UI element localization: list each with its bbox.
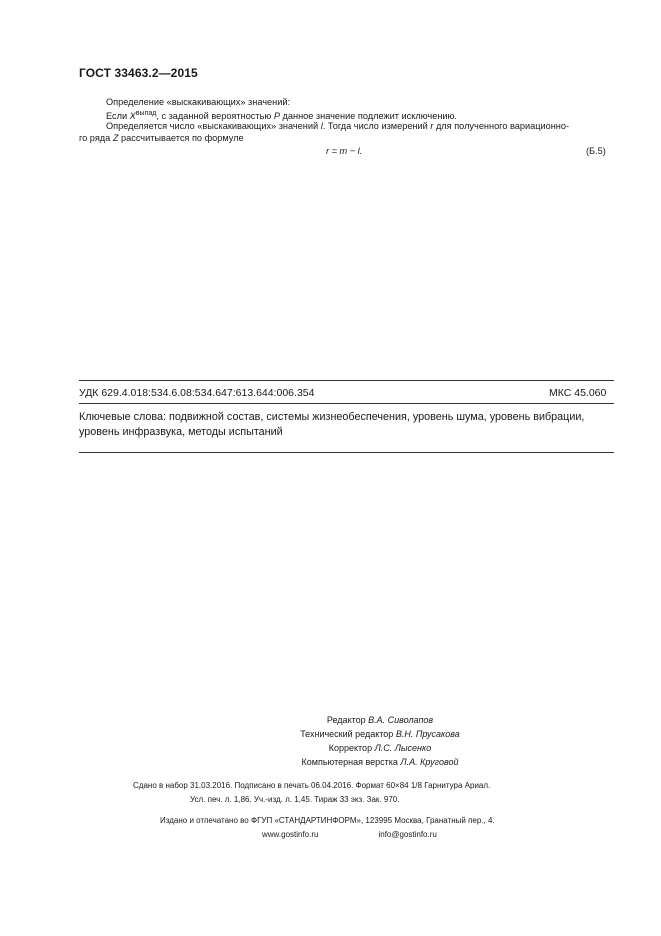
text: для полученного вариационно- <box>433 121 570 131</box>
document-number: ГОСТ 33463.2—2015 <box>79 66 198 80</box>
credit-name: В.А. Сиволапов <box>368 715 434 725</box>
publishing-line-1 <box>133 779 490 793</box>
text: рассчитывается по формуле <box>118 133 244 143</box>
credit-tech-editor <box>200 727 560 741</box>
text: Если <box>106 111 130 121</box>
publishing-dates: Сдано в набор 31.03.2016. Подписано в печать 06.04.2016. Формат 60×84 <box>133 781 409 790</box>
email-link[interactable]: info@gostinfo.ru <box>378 830 437 839</box>
divider-bottom <box>79 452 614 453</box>
var-x: X <box>129 111 136 121</box>
paragraph-count-cont <box>79 132 244 145</box>
var-l: l <box>320 121 323 131</box>
mks-code: МКС 45.060 <box>549 387 607 399</box>
var-p: P <box>273 111 280 121</box>
divider-mid <box>79 403 614 404</box>
var-r: r <box>430 121 434 131</box>
keywords: Ключевые слова: подвижной состав, системы жизнеобеспечения, уровень шума, уровень вибрации, уровень инфразвука, методы испытаний <box>79 411 585 438</box>
text: данное значение подлежит исключению. <box>279 111 457 121</box>
publisher-address: Издано и отпечатано во ФГУП «СТАНДАРТИНФОРМ», 123995 Москва, Гранатный пер., 4. <box>160 816 495 825</box>
credit-layout <box>200 755 560 769</box>
text: . Тогда число измерений <box>322 121 431 131</box>
credit-role: Технический редактор <box>300 729 396 739</box>
credit-name: В.Н. Прусакова <box>395 729 460 739</box>
credit-editor <box>200 713 560 727</box>
udc-code: УДК 629.4.018:534.6.08:534.647:613.644:006.354 <box>79 387 315 399</box>
credit-corrector <box>200 741 560 755</box>
publishing-line-2: Усл. печ. л. 1,86. Уч.-изд. л. 1,45. Тираж 33 экз. Зак. 970. <box>190 795 400 804</box>
typeface: Гарнитура Ариал. <box>421 781 491 790</box>
credit-role: Корректор <box>328 743 375 753</box>
paragraph-definition: Определение «выскакивающих» значений: <box>106 97 291 107</box>
text: Определяется число «выскакивающих» значений <box>106 121 321 131</box>
credit-name: Л.А. Круговой <box>400 757 459 767</box>
website-link[interactable]: www.gostinfo.ru <box>262 830 319 839</box>
formula-number: (Б.5) <box>586 146 606 156</box>
format-fraction: 1/8 <box>410 781 422 790</box>
paragraph-count <box>106 120 614 133</box>
credit-name: Л.С. Лысенко <box>374 743 432 753</box>
credit-role: Компьютерная верстка <box>301 757 401 767</box>
credit-role: Редактор <box>326 715 369 725</box>
var-z: Z <box>112 133 119 143</box>
divider-top <box>79 380 614 381</box>
text: , с заданной вероятностью <box>156 111 274 121</box>
publisher-contacts <box>262 828 437 842</box>
superscript: выпад <box>135 110 157 117</box>
formula: r = m − l. <box>326 146 363 156</box>
text: го ряда <box>79 133 113 143</box>
